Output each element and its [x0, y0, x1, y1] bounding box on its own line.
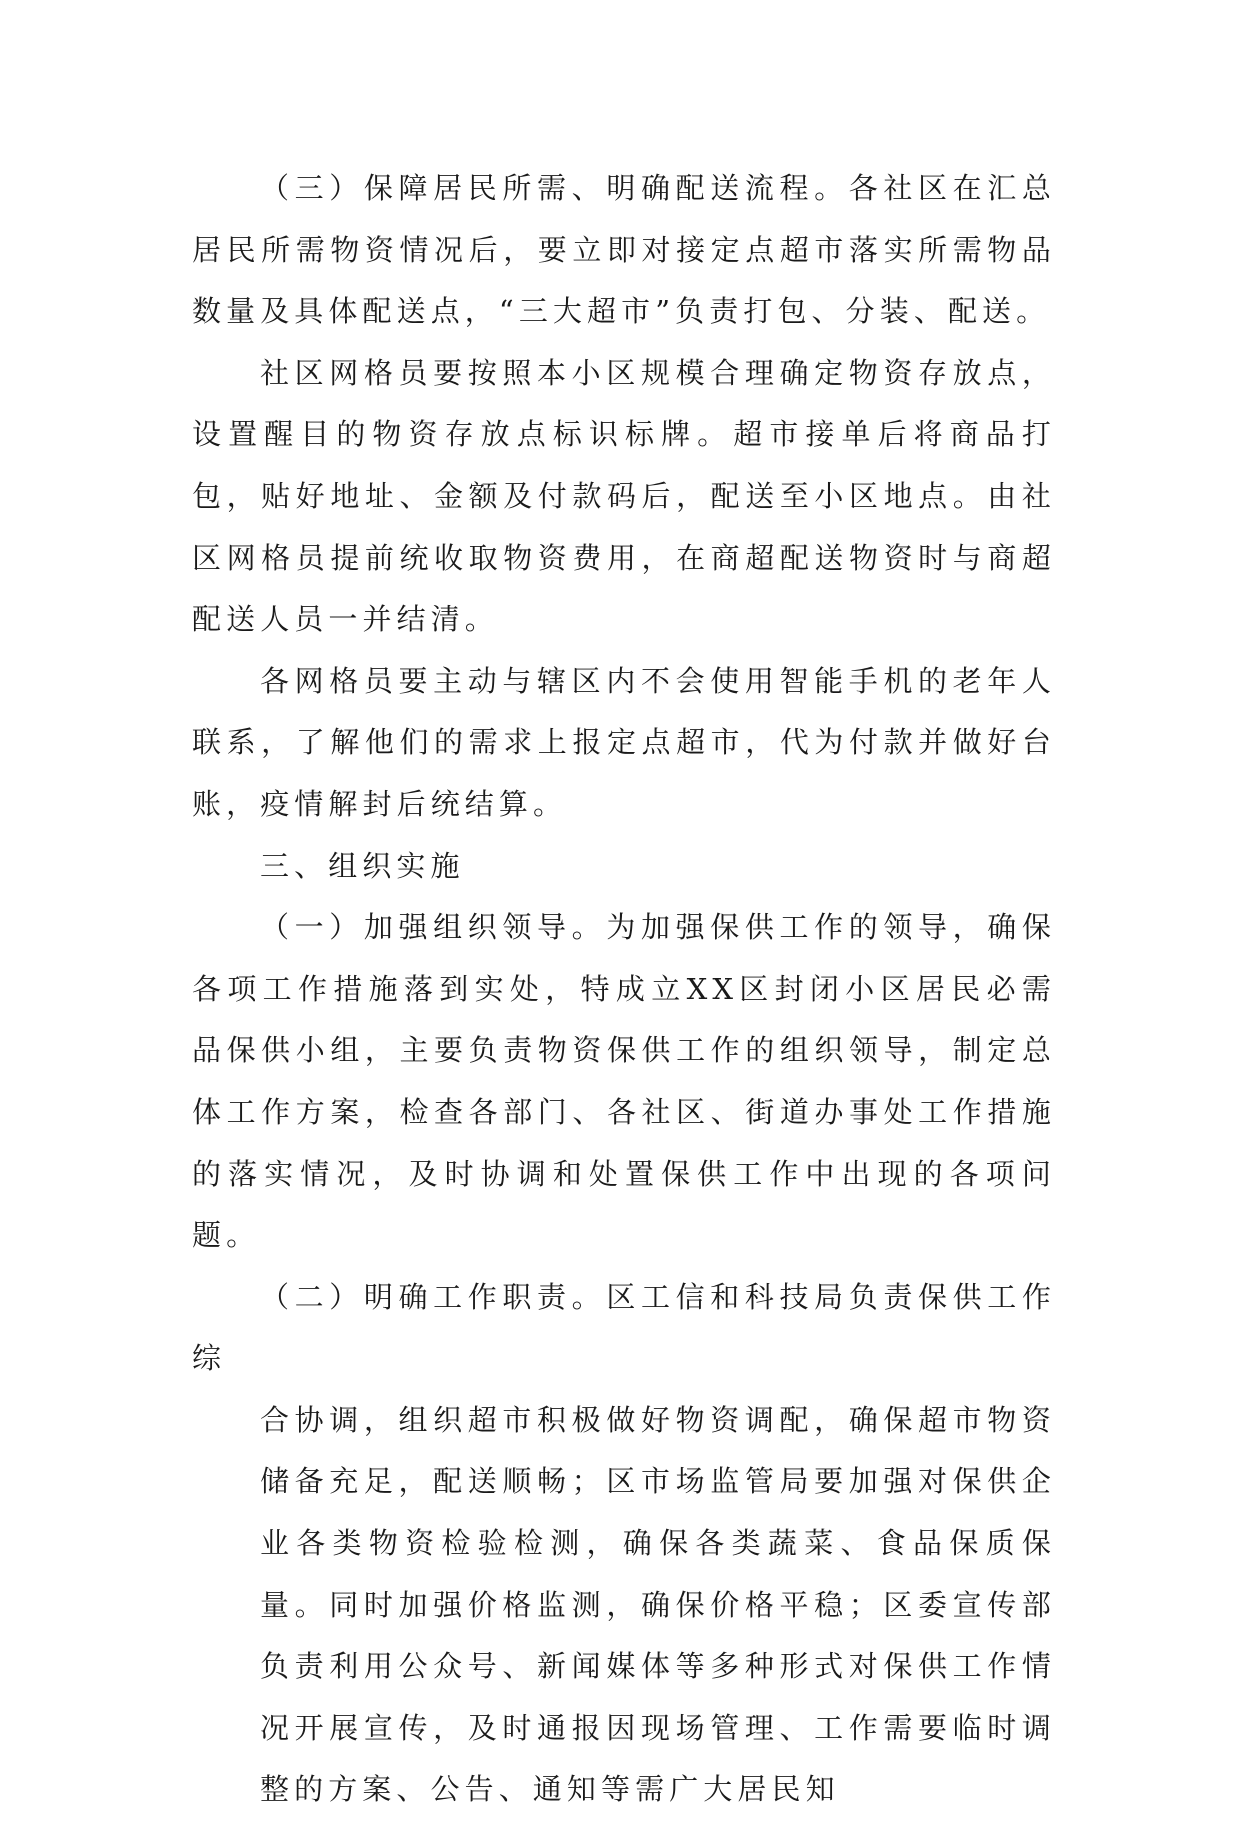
paragraph-leadership: （一）加强组织领导。为加强保供工作的领导，确保各项工作措施落到实处，特成立XX区封闭小区居民必需品保供小组，主要负责物资保供工作的组织领导，制定总体工作方案，检查各部门、各社区、街道办事处工作措施的落实情况，及时协调和处置保供工作中出现的各项问题。 — [192, 910, 1056, 1253]
paragraph-duties-body: 合协调，组织超市积极做好物资调配，确保超市物资储备充足，配送顺畅；区市场监管局要加强对保供企业各类物资检验检测，确保各类蔬菜、食品保质保量。同时加强价格监测，确保价格平稳；区委宣传部负责利用公众号、新闻媒体等多种形式对保供工作情况开展宣传，及时通报因现场管理、工作需要临时调整的方案、公告、通知等需广大居民知 — [260, 1402, 1056, 1807]
document-body — [192, 158, 1056, 1821]
paragraph-duties-heading: （二）明确工作职责。区工信和科技局负责保供工作综 — [192, 1279, 1056, 1376]
paragraph-elderly-residents: 各网格员要主动与辖区内不会使用智能手机的老年人联系，了解他们的需求上报定点超市，代为付款并做好台账，疫情解封后统结算。 — [192, 663, 1056, 821]
section-heading-organization: 三、组织实施 — [260, 848, 465, 883]
paragraph-supply-delivery: （三）保障居民所需、明确配送流程。各社区在汇总居民所需物资情况后，要立即对接定点超市落实所需物品数量及具体配送点，“三大超市”负责打包、分装、配送。 — [192, 171, 1056, 329]
paragraph-grid-staff: 社区网格员要按照本小区规模合理确定物资存放点，设置醒目的物资存放点标识标牌。超市接单后将商品打包，贴好地址、金额及付款码后，配送至小区地点。由社区网格员提前统收取物资费用，在商超配送物资时与商超配送人员一并结清。 — [192, 355, 1056, 637]
